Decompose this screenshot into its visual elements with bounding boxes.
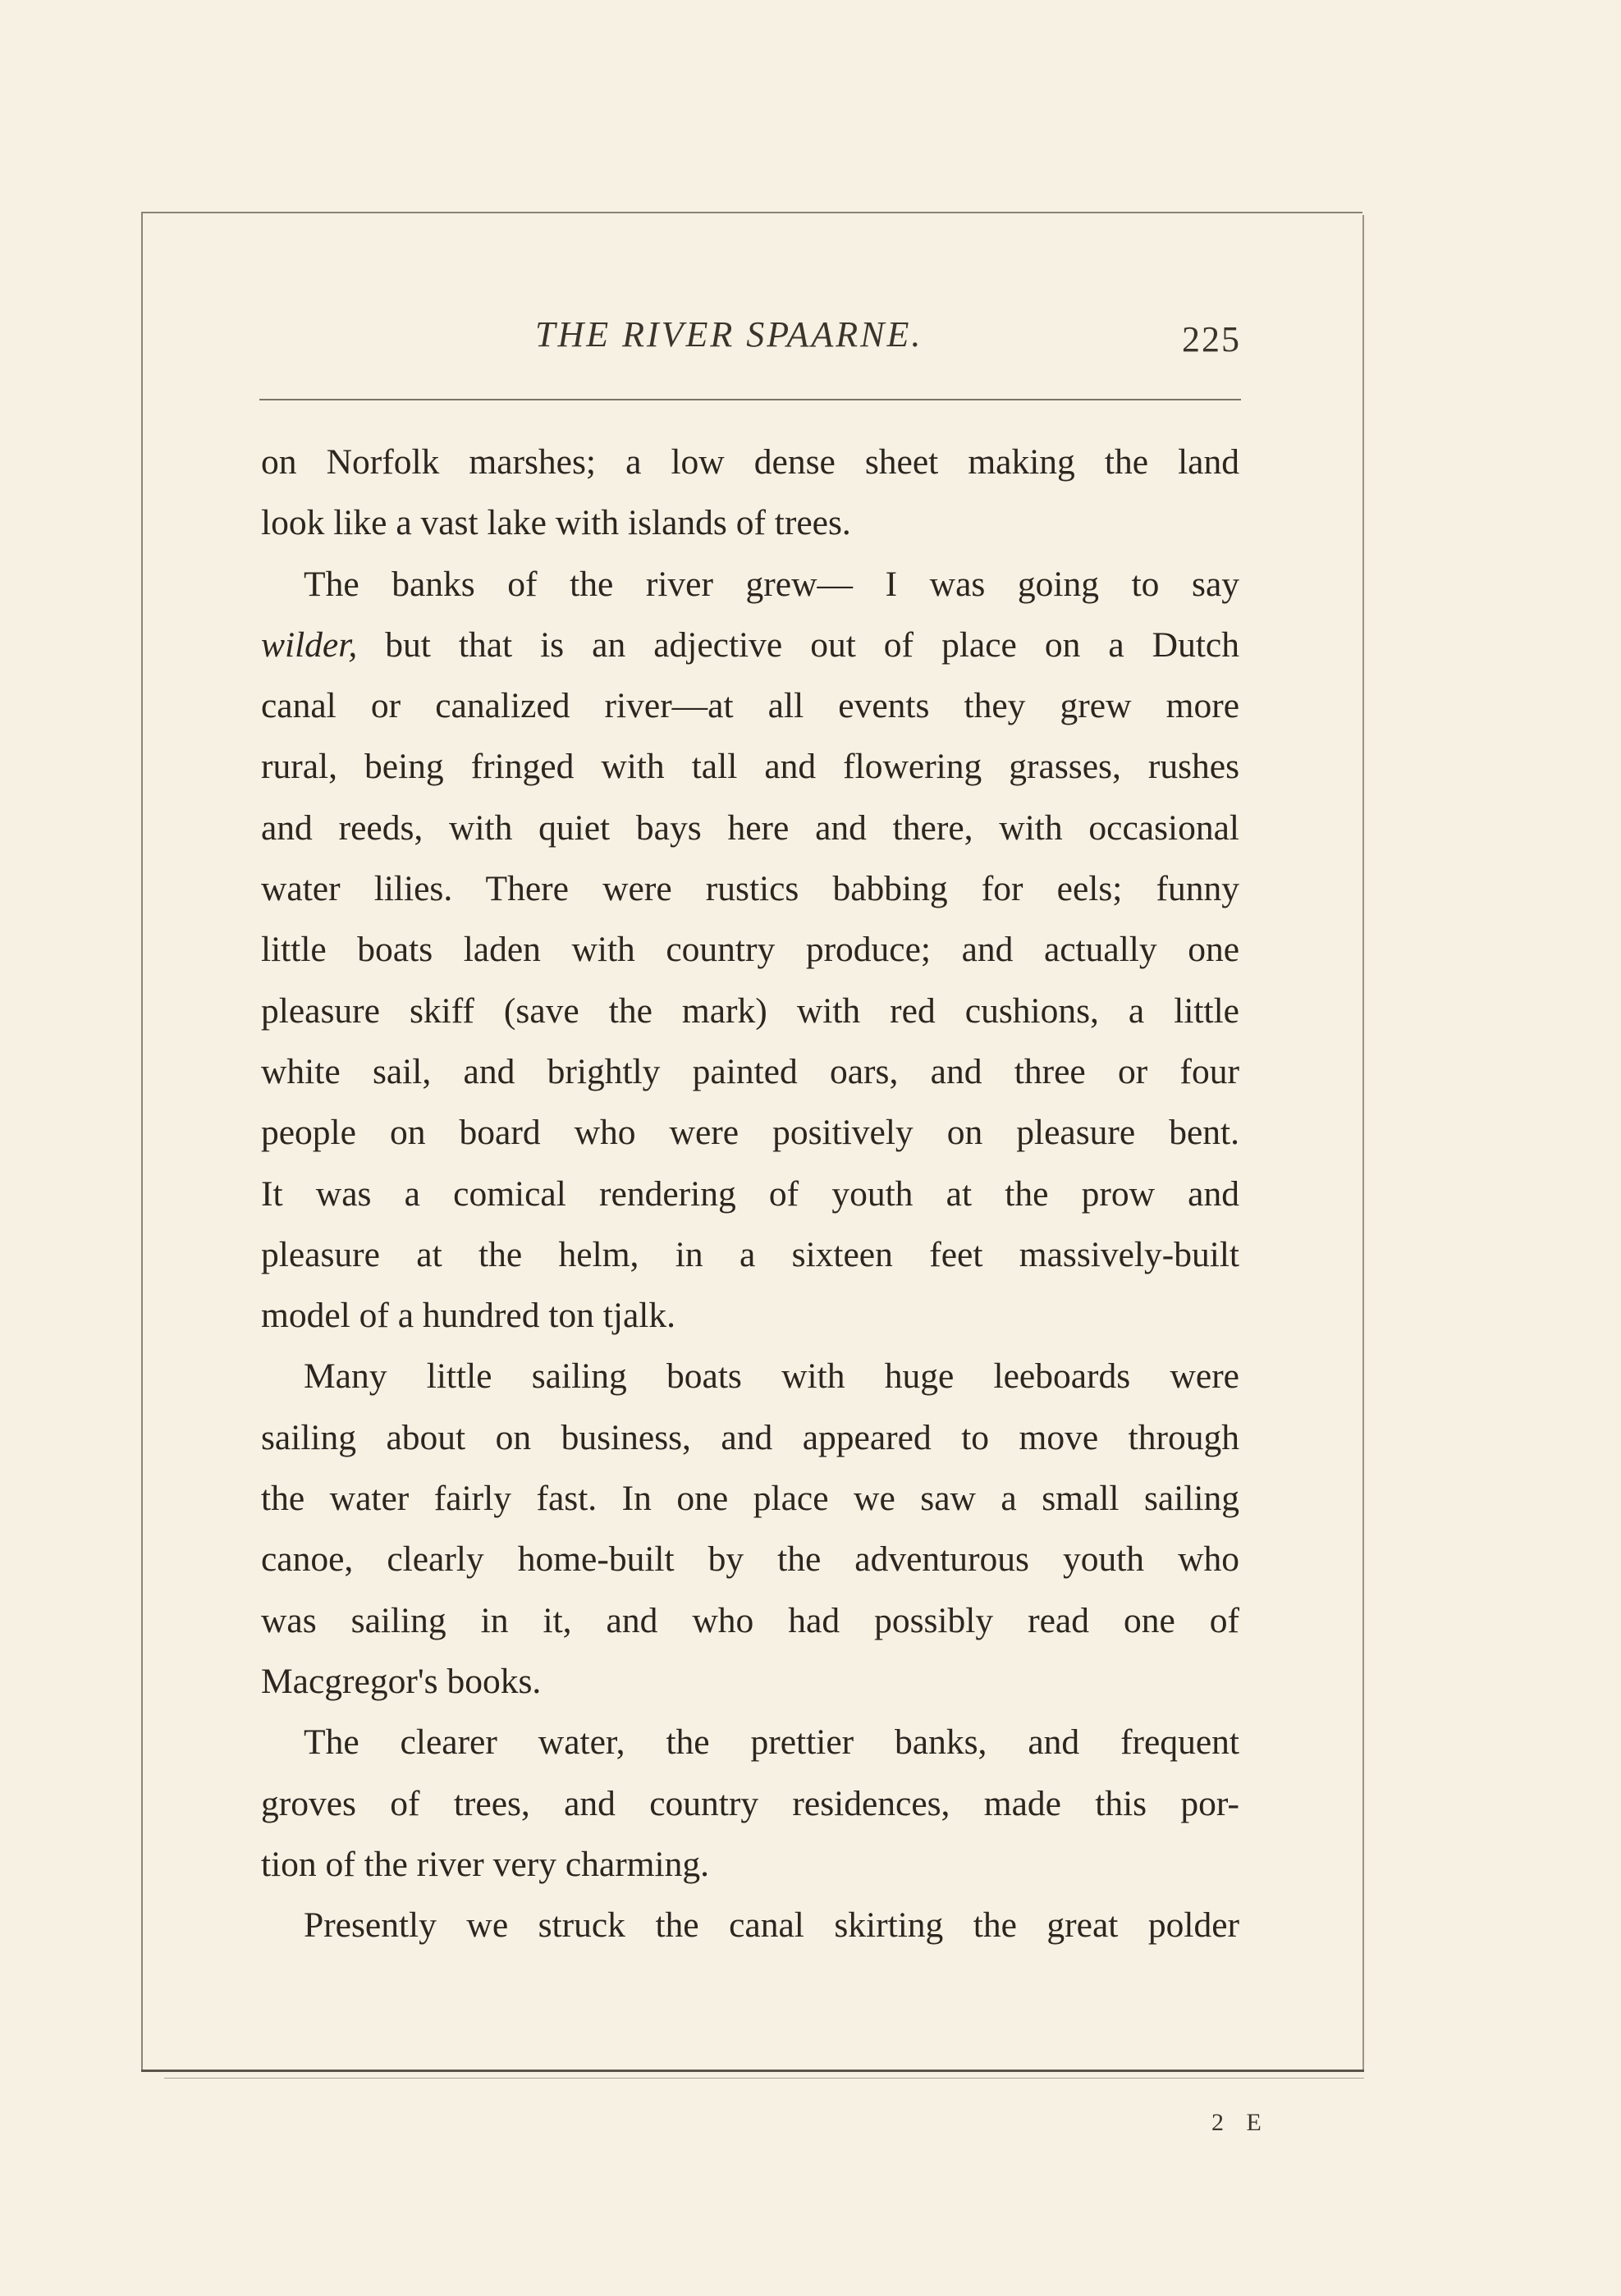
page-frame-bottom-rule [164, 2078, 1364, 2079]
text-line: Many little sailing boats with huge leeboards were [304, 1356, 1239, 1397]
italic-word: wilder, [261, 624, 358, 665]
text-line: people on board who were positively on pleasure bent. [261, 1113, 1239, 1153]
text-line: rural, being fringed with tall and flowering grasses, rushes [261, 747, 1239, 787]
page-number: 225 [1182, 319, 1241, 359]
text-line: The banks of the river grew— I was going to say [304, 564, 1239, 604]
text-line: was sailing in it, and who had possibly read one of [261, 1600, 1239, 1640]
text-line: pleasure at the helm, in a sixteen feet massively-built [261, 1234, 1239, 1274]
text-line: the water fairly fast. In one place we saw a small sailing [261, 1479, 1239, 1519]
text-line: white sail, and brightly painted oars, and three or four [261, 1051, 1239, 1091]
text-line: The clearer water, the prettier banks, and frequent [304, 1722, 1239, 1763]
signature-mark: 2 E [1211, 2109, 1270, 2136]
page-frame-left-border [141, 212, 143, 2070]
body-text [261, 432, 1239, 1955]
text-fragment: but that is an adjective out of place on a Dutch [357, 624, 1239, 665]
page-frame-bottom-border [141, 2070, 1364, 2072]
page-frame-right-border [1362, 215, 1364, 2071]
running-head: THE RIVER SPAARNE. [535, 314, 923, 354]
text-line: sailing about on business, and appeared to move through [261, 1417, 1239, 1457]
text-line: Presently we struck the canal skirting the great polder [304, 1905, 1239, 1946]
text-line: and reeds, with quiet bays here and there, with occasional [261, 807, 1239, 848]
text-line: It was a comical rendering of youth at the prow and [261, 1173, 1239, 1214]
text-line: canoe, clearly home-built by the adventurous youth who [261, 1539, 1239, 1580]
header-rule [259, 399, 1241, 400]
text-line: groves of trees, and country residences, made this por- [261, 1783, 1239, 1823]
text-line: tion of the river very charming. [261, 1844, 709, 1884]
text-line: water lilies. There were rustics babbing for eels; funny [261, 869, 1239, 909]
text-line: Macgregor's books. [261, 1661, 542, 1701]
text-line: pleasure skiff (save the mark) with red cushions, a little [261, 990, 1239, 1031]
text-line: canal or canalized river—at all events they grew more [261, 686, 1239, 726]
text-line: on Norfolk marshes; a low dense sheet making the land [261, 442, 1239, 482]
text-line: model of a hundred ton tjalk. [261, 1296, 675, 1336]
page-frame-top-border [141, 212, 1362, 213]
text-line: look like a vast lake with islands of trees. [261, 503, 851, 543]
text-line [261, 615, 1239, 675]
text-line: little boats laden with country produce; and actually one [261, 930, 1239, 970]
